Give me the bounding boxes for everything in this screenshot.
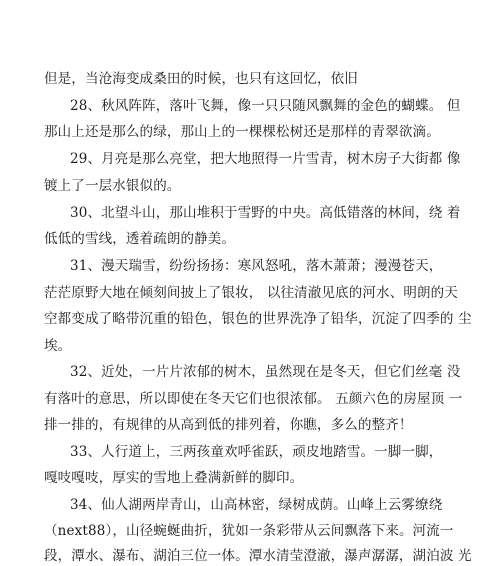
text-line: 嘎吱嘎吱，厚实的雪地上叠满新鲜的脚印。 xyxy=(44,470,304,486)
text-line: 那山上还是那么的绿，那山上的一棵棵松树还是那样的青翠欲滴。 xyxy=(44,124,440,140)
text-line-item-29: 29、月亮是那么亮堂，把大地照得一片雪青，树木房子大街都 像 xyxy=(70,151,461,167)
text-line-item-31: 31、漫天瑞雪，纷纷扬扬：寒风怒吼，落木萧萧；漫漫苍天， xyxy=(70,258,443,274)
text-line-item-34: 34、仙人湖两岸青山，山高林密，绿树成荫。山峰上云雾缭绕 xyxy=(70,497,443,513)
text-line: 排一排的，有规律的从高到低的排列着，你瞧，多么的整齐！ xyxy=(44,417,413,433)
text-line: 但是，当沧海变成桑田的时候，也只有这回忆，依旧 xyxy=(44,71,358,87)
text-line-item-28: 28、秋风阵阵，落叶飞舞，像一只只随风飘舞的金色的蝴蝶。 但 xyxy=(70,98,461,114)
text-line-item-30: 30、北望斗山，那山堆积于雪野的中央。高低错落的林间，绕 着 xyxy=(70,205,461,221)
text-line: 低低的雪线，透着疏朗的静美。 xyxy=(44,231,236,247)
text-line: 茫茫原野大地在倾刻间披上了银妆， 以往清澈见底的河水、明朗的天 xyxy=(44,285,458,301)
text-line-item-33: 33、人行道上，三两孩童欢呼雀跃，顽皮地踏雪。一脚一脚， xyxy=(70,444,443,460)
text-line: （next88），山径蜿蜒曲折，犹如一条彩带从云间飘落下来。河流一 xyxy=(44,523,454,539)
text-line: 埃。 xyxy=(44,338,72,354)
text-line: 空都变成了略带沉重的铅色，银色的世界洗净了铅华，沉淀了四季的 尘 xyxy=(44,311,472,327)
text-line: 有落叶的意思，所以即使在冬天它们也很浓郁。 五颜六色的房屋顶 一 xyxy=(44,391,463,407)
text-line: 段，潭水、瀑布、湖泊三位一体。潭水清莹澄澈，瀑声潺潺，湖泊波 光 xyxy=(44,548,472,564)
text-line-item-32: 32、近处，一片片浓郁的树木，虽然现在是冬天，但它们丝毫 没 xyxy=(70,364,461,380)
text-line: 镀上了一层水银似的。 xyxy=(44,178,181,194)
